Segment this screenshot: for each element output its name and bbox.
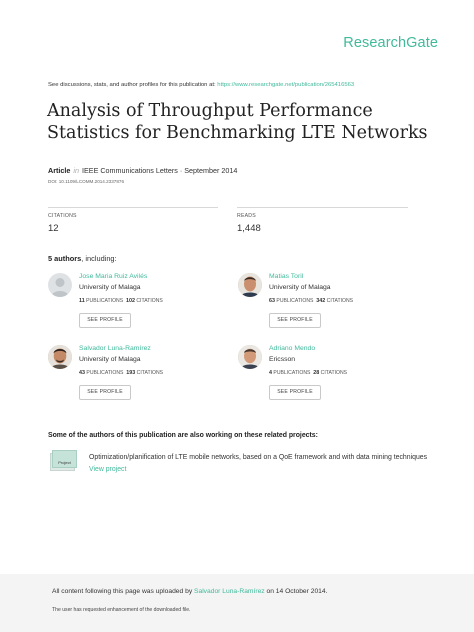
- authors-suffix: , including:: [81, 254, 117, 263]
- citations-count: 28: [313, 370, 320, 376]
- publications-label: PUBLICATIONS: [86, 298, 124, 304]
- avatar[interactable]: [238, 345, 262, 369]
- see-profile-button[interactable]: SEE PROFILE: [269, 313, 321, 328]
- article-type: Article: [48, 166, 71, 175]
- project-description: [89, 452, 434, 476]
- publications-count: 4: [269, 370, 272, 376]
- in-label: in: [73, 166, 79, 175]
- author-card: [238, 345, 438, 405]
- see-profile-button[interactable]: SEE PROFILE: [79, 313, 131, 328]
- author-photo-icon: [238, 273, 262, 297]
- author-card: [48, 273, 248, 333]
- publications-count: 63: [269, 298, 275, 304]
- doi: DOI: 10.1109/LCOMM.2014.2337876: [48, 179, 125, 184]
- see-profile-button[interactable]: SEE PROFILE: [269, 385, 321, 400]
- reads-count: 1,448: [237, 223, 261, 234]
- related-projects-heading: Some of the authors of this publication are also working on these related projects:: [48, 432, 318, 439]
- paper-title: Analysis of Throughput Performance Statistics for Benchmarking LTE Networks: [47, 101, 428, 143]
- citations-divider: [48, 207, 218, 208]
- publications-label: PUBLICATIONS: [276, 298, 314, 304]
- citations-label: CITATIONS: [326, 298, 354, 304]
- discussion-line: [48, 82, 354, 88]
- author-stats: [79, 298, 163, 304]
- author-affiliation: University of Malaga: [79, 356, 141, 363]
- author-name[interactable]: Jose Maria Ruiz Avilés: [79, 273, 148, 280]
- project-text: Optimization/planification of LTE mobile networks, based on a QoE framework and with data mining techniques: [89, 454, 428, 461]
- authors-count: 5 authors: [48, 254, 82, 263]
- author-stats: [269, 298, 353, 304]
- view-project-link[interactable]: View project: [89, 466, 127, 473]
- author-affiliation: University of Malaga: [269, 284, 331, 291]
- requested-note: The user has requested enhancement of the downloaded file.: [52, 607, 191, 613]
- citations-count: 193: [126, 370, 136, 376]
- author-affiliation: University of Malaga: [79, 284, 141, 291]
- reads-divider: [237, 207, 408, 208]
- citations-label: CITATIONS: [136, 370, 164, 376]
- publication-link[interactable]: https://www.researchgate.net/publication/265416563: [217, 82, 355, 88]
- citations-count: 102: [125, 298, 135, 304]
- see-profile-button[interactable]: SEE PROFILE: [79, 385, 131, 400]
- author-name[interactable]: Salvador Luna-Ramírez: [79, 345, 151, 352]
- author-card: [48, 345, 248, 405]
- footer: [0, 574, 474, 632]
- upload-suffix: on 14 October 2014.: [264, 588, 328, 595]
- author-name[interactable]: Adriano Mendo: [269, 345, 316, 352]
- authors-heading: [48, 254, 117, 263]
- author-card: [238, 273, 438, 333]
- avatar[interactable]: [48, 273, 72, 297]
- citations-count: 12: [48, 223, 59, 234]
- author-stats: [269, 370, 347, 376]
- citations-label: CITATIONS: [320, 370, 348, 376]
- uploader-link[interactable]: Salvador Luna-Ramírez: [194, 588, 265, 595]
- reads-label: READS: [237, 213, 256, 219]
- citations-label: CITATIONS: [136, 298, 163, 304]
- avatar[interactable]: [238, 273, 262, 297]
- article-meta: [48, 166, 237, 175]
- author-photo-icon: [238, 345, 262, 369]
- user-placeholder-icon: [48, 273, 72, 297]
- researchgate-logo[interactable]: ResearchGate: [343, 35, 438, 51]
- project-icon-label: Project: [52, 450, 77, 468]
- upload-prefix: All content following this page was uploaded by: [52, 588, 195, 595]
- publications-label: PUBLICATIONS: [86, 370, 124, 376]
- venue: IEEE Communications Letters · September 2014: [81, 166, 238, 175]
- discussion-text: See discussions, stats, and author profiles for this publication at:: [48, 82, 218, 88]
- citations-label: CITATIONS: [48, 213, 77, 219]
- citations-count: 342: [316, 298, 326, 304]
- publications-count: 11: [79, 298, 85, 304]
- upload-note: [52, 588, 327, 595]
- author-photo-icon: [48, 345, 72, 369]
- author-stats: [79, 370, 163, 376]
- author-name[interactable]: Matias Toril: [269, 273, 304, 280]
- avatar[interactable]: [48, 345, 72, 369]
- author-affiliation: Ericsson: [269, 356, 296, 363]
- project-icon[interactable]: [50, 450, 77, 471]
- publications-label: PUBLICATIONS: [273, 370, 311, 376]
- publications-count: 43: [79, 370, 85, 376]
